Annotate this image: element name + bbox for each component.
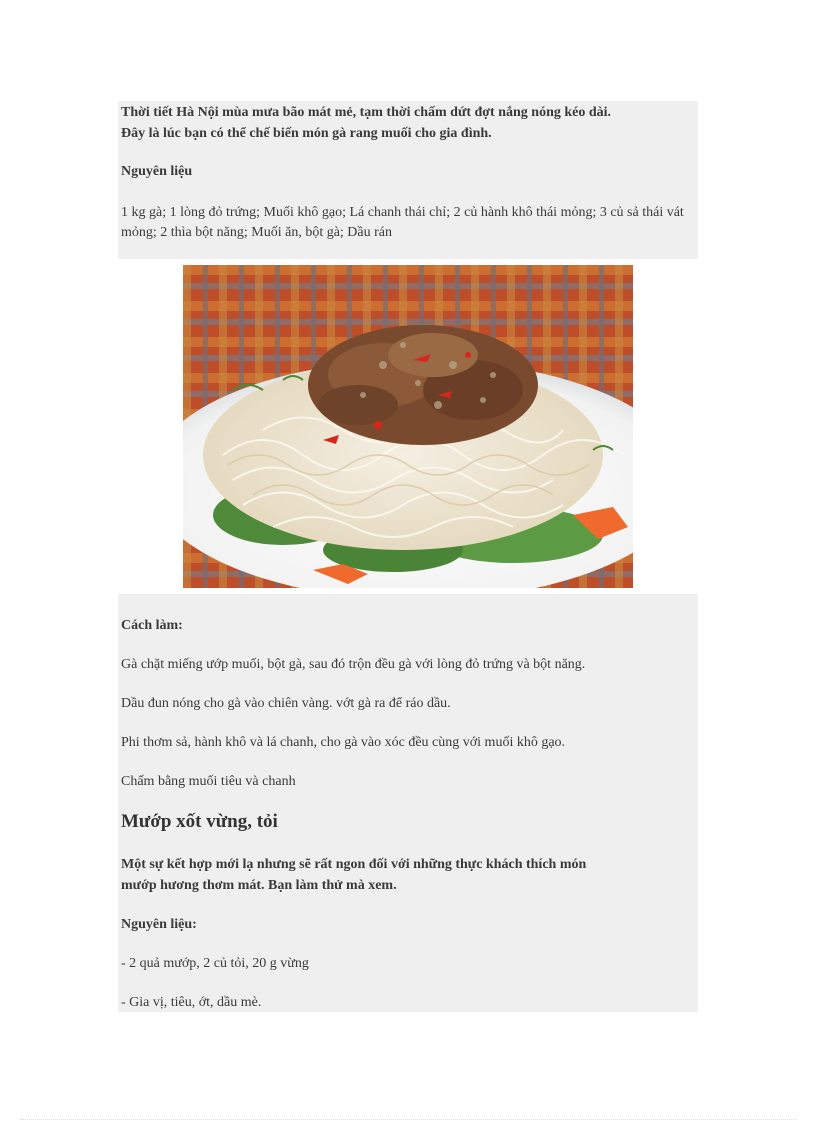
recipe2-intro-line-1: Một sự kết hợp mới lạ nhưng sẽ rất ngon đối với những thực khách thích món	[121, 857, 587, 872]
intro-line-1: Thời tiết Hà Nội mùa mưa bão mát mẻ, tạm thời chấm dứt đợt nắng nóng kéo dài.	[121, 105, 612, 120]
recipe2-ingredient-2: - Gia vị, tiêu, ớt, dầu mè.	[121, 995, 262, 1010]
recipe2-ingredient-1: - 2 quả mướp, 2 củ tỏi, 20 g vừng	[121, 956, 309, 971]
method-step-1: Gà chặt miếng ướp muối, bột gà, sau đó trộn đều gà với lòng đỏ trứng và bột năng.	[121, 657, 586, 672]
ingredients-text: 1 kg gà; 1 lòng đỏ trứng; Muối khô gạo; Lá chanh thái chỉ; 2 củ hành khô thái mỏng; 3 củ sả thái vát mỏng; 2 thìa bột năng; Muối ăn, bột gà; Dầu rán	[121, 205, 684, 240]
page-bottom-divider	[20, 1119, 796, 1120]
dish-photo	[183, 265, 633, 588]
method-step-4: Chấm bằng muối tiêu và chanh	[121, 774, 296, 789]
ingredients-heading: Nguyên liệu	[121, 164, 193, 179]
recipe2-intro-line-2: mướp hương thơm mát. Bạn làm thử mà xem.	[121, 878, 397, 893]
method-step-2: Dầu đun nóng cho gà vào chiên vàng. vớt gà ra để ráo dầu.	[121, 696, 451, 711]
method-heading: Cách làm:	[121, 618, 183, 633]
method-step-3: Phi thơm sả, hành khô và lá chanh, cho gà vào xóc đều cùng với muối khô gạo.	[121, 735, 566, 750]
intro-line-2: Đây là lúc bạn có thể chế biến món gà rang muối cho gia đình.	[121, 126, 492, 141]
recipe2-title: Mướp xốt vừng, tỏi	[121, 811, 278, 832]
recipe2-ingredients-heading: Nguyên liệu:	[121, 917, 197, 932]
